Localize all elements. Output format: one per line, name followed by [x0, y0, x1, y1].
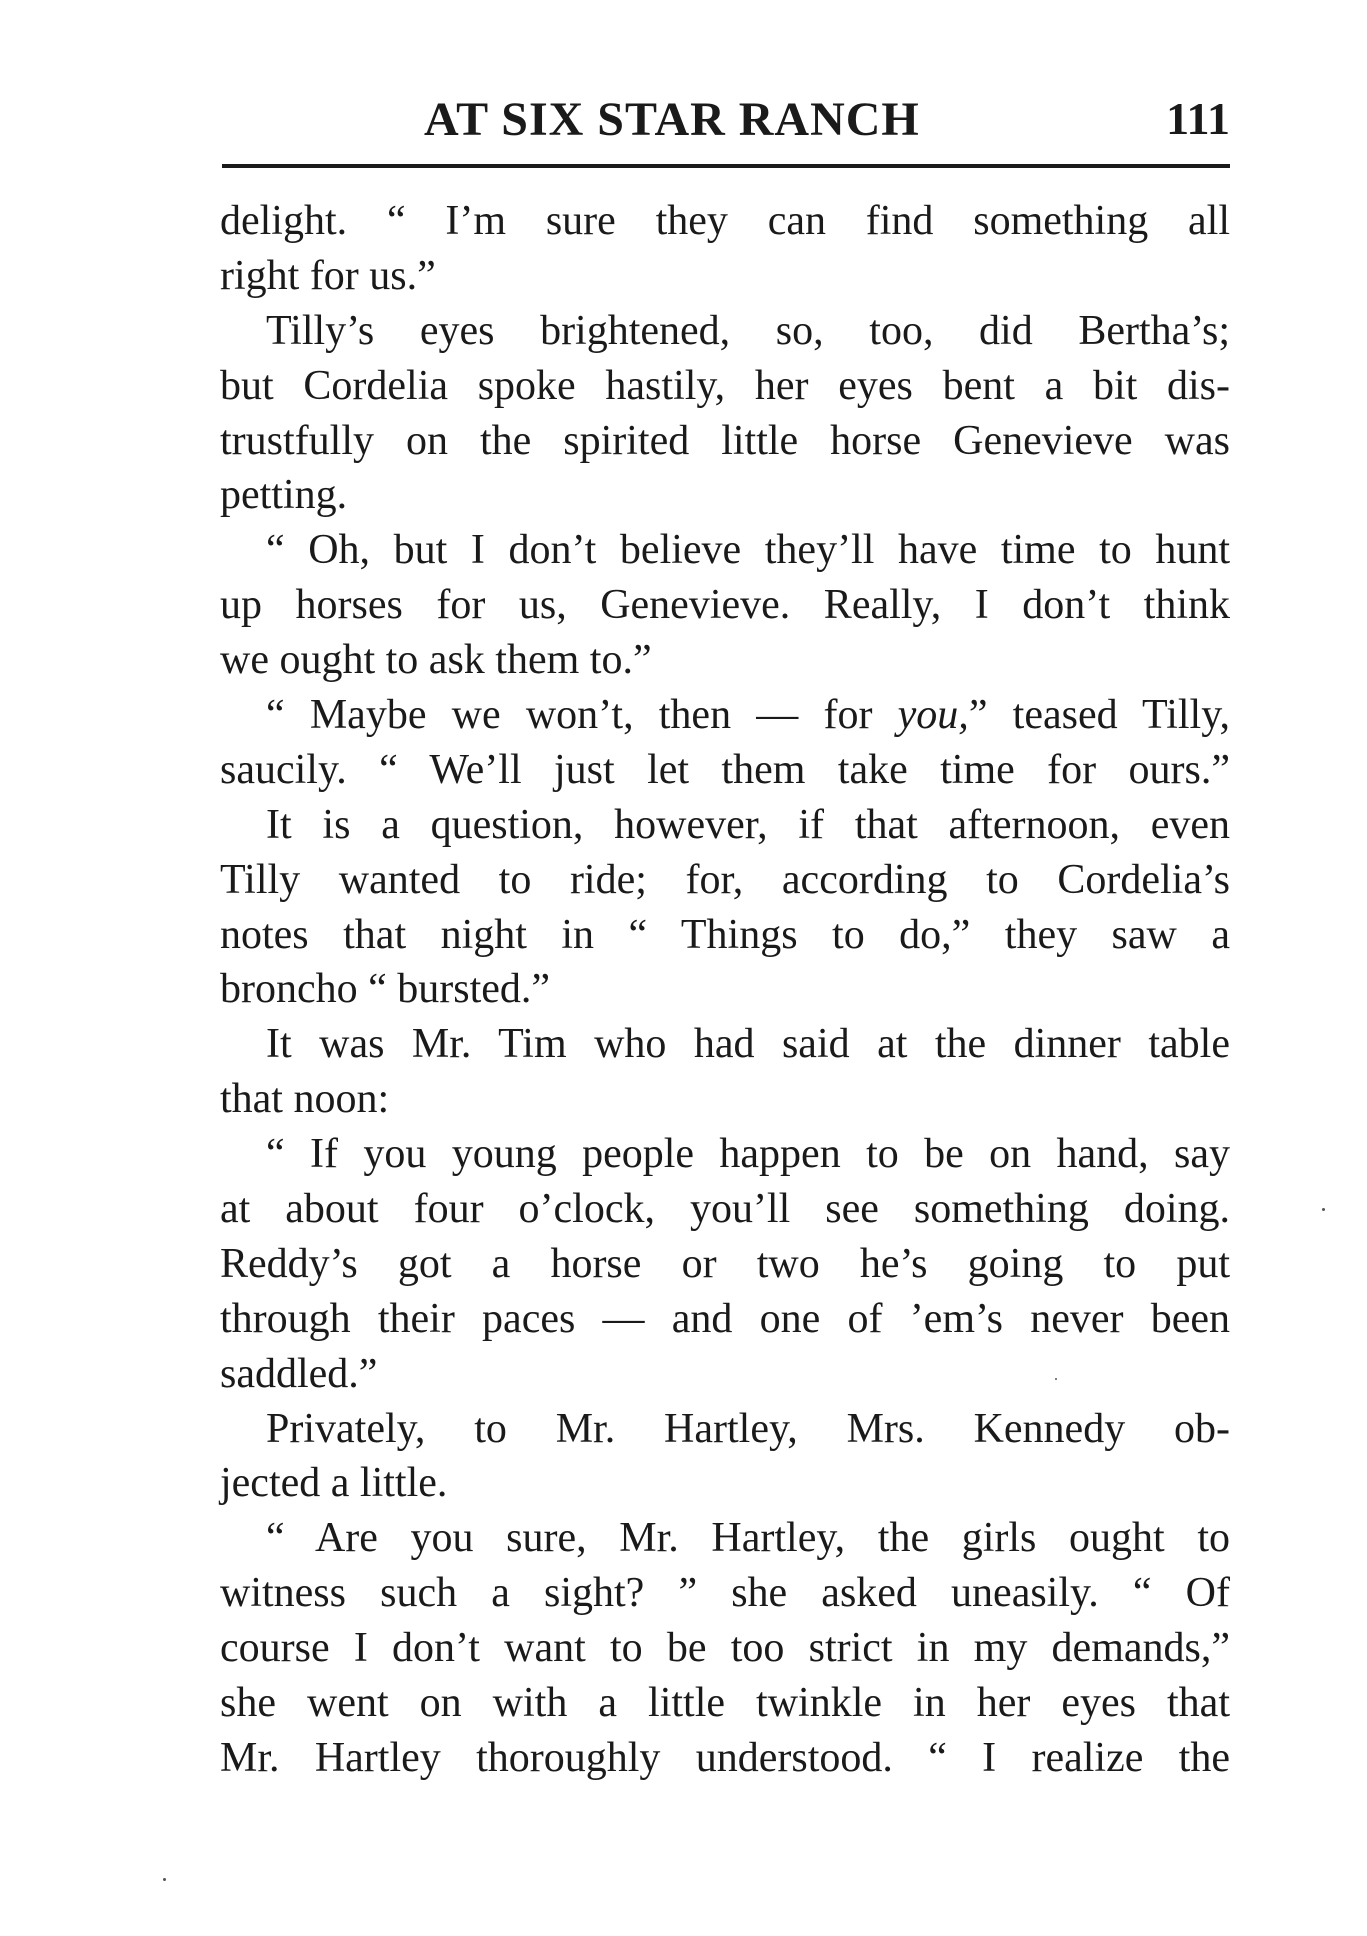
text-line: It was Mr. Tim who had said at the dinner table — [266, 1021, 1230, 1068]
text-line: petting. — [220, 472, 348, 519]
text-line: witness such a sight? ” she asked uneasily. “ Of — [220, 1570, 1230, 1617]
text-line: “ Oh, but I don’t believe they’ll have time to hunt — [266, 527, 1230, 574]
text-line: Tilly wanted to ride; for, according to Cordelia’s — [220, 856, 1230, 903]
text-segment: “ Maybe we won’t, then — for — [266, 692, 898, 739]
text-line: course I don’t want to be too strict in my demands,” — [220, 1625, 1230, 1672]
text-line: right for us.” — [220, 252, 436, 299]
text-line: up horses for us, Genevieve. Really, I don’t think — [220, 582, 1230, 629]
text-line: at about four o’clock, you’ll see something doing. — [220, 1186, 1230, 1233]
paper-speck — [163, 1878, 166, 1881]
text-line: “ Are you sure, Mr. Hartley, the girls ought to — [266, 1515, 1230, 1562]
text-line: saddled.” — [220, 1350, 378, 1397]
text-line: “ If you young people happen to be on hand, say — [266, 1131, 1230, 1178]
header-rule — [222, 164, 1230, 168]
text-line: delight. “ I’m sure they can find something all — [220, 198, 1230, 244]
text-segment: ” teased Tilly, — [968, 692, 1230, 739]
paper-speck — [1322, 1208, 1325, 1211]
text-line: we ought to ask them to.” — [220, 637, 652, 684]
running-title: AT SIX STAR RANCH — [424, 93, 920, 146]
text-line: but Cordelia spoke hastily, her eyes bent a bit dis- — [220, 362, 1230, 409]
text-line: broncho “ bursted.” — [220, 966, 551, 1013]
text-line: Tilly’s eyes brightened, so, too, did Bertha’s; — [266, 307, 1230, 354]
paper-speck — [1055, 1378, 1057, 1380]
page-header — [222, 92, 1230, 152]
text-line: It is a question, however, if that afternoon, even — [266, 801, 1230, 848]
body-text — [220, 194, 1230, 1786]
text-line: notes that night in “ Things to do,” they saw a — [220, 911, 1230, 958]
text-line: Privately, to Mr. Hartley, Mrs. Kennedy ob- — [266, 1405, 1230, 1452]
text-line — [220, 688, 1230, 743]
text-line: Reddy’s got a horse or two he’s going to put — [220, 1240, 1230, 1287]
text-line: that noon: — [220, 1076, 390, 1123]
text-line: trustfully on the spirited little horse Genevieve was — [220, 417, 1230, 464]
text-line: she went on with a little twinkle in her eyes that — [220, 1680, 1230, 1727]
italic-text: you, — [897, 692, 969, 739]
page-number: 111 — [1166, 93, 1230, 144]
text-line: Mr. Hartley thoroughly understood. “ I realize the — [220, 1734, 1230, 1781]
text-line: through their paces — and one of ’em’s never been — [220, 1295, 1230, 1342]
text-line: jected a little. — [220, 1460, 448, 1507]
text-line: saucily. “ We’ll just let them take time for ours.” — [220, 746, 1230, 793]
